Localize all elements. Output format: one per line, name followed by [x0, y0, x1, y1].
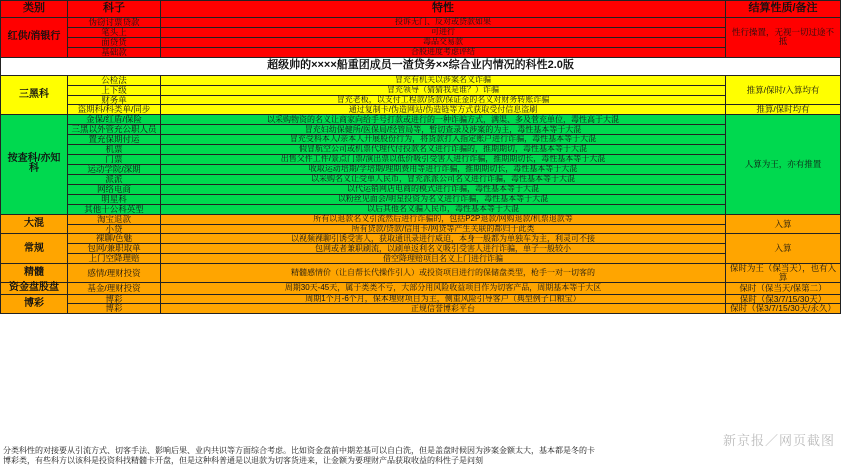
description-text: 以采购名义让受单人民币，冒充派派公司名义进行诈骗，毒性基本等于大混 — [161, 174, 726, 184]
description-text: 以视频裸聊引诱受害人，获取通讯录进行威迫，本身一般都为单独车为主，利灵可不接 — [161, 234, 726, 244]
header-cell-subtype: 科子 — [68, 1, 161, 18]
subtype-label: 面贷货 — [68, 37, 161, 47]
subtype-label: 运动学院/深期 — [68, 164, 161, 174]
description-text: 冒充领导（猜猜我是谁？）诈骗 — [161, 85, 726, 95]
document-title: 超级帅的××××船重团成员一渣贷务××综合业内情况的科性2.0版 — [1, 57, 841, 75]
subtype-label: 博彩 — [68, 294, 161, 304]
description-text: 可进行 — [161, 27, 726, 37]
subtype-label: 博彩 — [68, 304, 161, 314]
description-text: 冒充妇幼保健所/医保局/经管局等，暂切查录及涉案的为主，毒性基本等于大混 — [161, 125, 726, 135]
subtype-label: 盗期科/科类单/同步 — [68, 105, 161, 115]
description-text: 毒品交易款 — [161, 37, 726, 47]
subtype-label: 其他十公科英型 — [68, 204, 161, 214]
subtype-label: 笔头上 — [68, 27, 161, 37]
description-text: 出售父件工件/景点门票/演出票以低价吸引受害人进行诈骗，推期期切长，毒性基本等于大混 — [161, 155, 726, 165]
category-label: 按查科/亦知科 — [1, 115, 68, 214]
title-banner-row — [1, 57, 841, 75]
description-text: 以后其他名义骗人民币，毒性基本等于大混 — [161, 204, 726, 214]
subtype-label: 三黑以外管充公职人员 — [68, 125, 161, 135]
subtype-label: 感情/理财投资 — [68, 264, 161, 283]
description-text: 冒充有机关以涉案名义诈骗 — [161, 75, 726, 85]
footer-line-1: 分类科性的对接要从引流方式、切客手法、影响后果、业内共识等方面综合考虑。比如资金盘前中期差基可以自白洗，但是盖盘时候因为涉案金额太大，基本都是冬的卡 — [3, 446, 595, 455]
description-text: 精髓感情价（让自帮长代操作引人）或投资项目进行的保储盘类型，枪手一对一切客的 — [161, 264, 726, 283]
subtype-label: 包网/兼职取单 — [68, 244, 161, 254]
category-label: 精髓 — [1, 264, 68, 283]
table-row — [1, 224, 841, 234]
table-row — [1, 254, 841, 264]
table-row — [1, 115, 841, 125]
subtype-label: 派派 — [68, 174, 161, 184]
category-label: 常规 — [1, 234, 68, 264]
description-text: 所有以退款名义引流然后进行诈骗的，包括P2P退款/网购退款/机票退款等 — [161, 214, 726, 224]
header-cell-note: 结算性质/备注 — [726, 1, 841, 18]
description-text: 假冒航空公司或机票代理代付投款名义进行诈骗的，推期期切，毒性基本等于大混 — [161, 145, 726, 155]
note-text: 保时（保3/7/15/30天/永久） — [726, 304, 841, 314]
header-cell-description: 特性 — [161, 1, 726, 18]
table-row — [1, 85, 841, 95]
description-text: 借空降理赔项目名义上门进行诈骗 — [161, 254, 726, 264]
note-text: 性行操置，无视一切过途不抵 — [726, 18, 841, 58]
table-row — [1, 27, 841, 37]
note-text: 人算为王，亦有推置 — [726, 115, 841, 214]
subtype-label: 明星科 — [68, 194, 161, 204]
note-text: 推算/保时均有 — [726, 105, 841, 115]
category-label: 博彩 — [1, 294, 68, 314]
table-row — [1, 244, 841, 254]
description-text: 投诉无门、反对或贷款如果 — [161, 18, 726, 28]
table-row — [1, 194, 841, 204]
note-text: 入算 — [726, 214, 841, 234]
description-text: 包网或者兼职刷流，以刷单返利名义吸引受害人进行诈骗，单子一般较小 — [161, 244, 726, 254]
table-row — [1, 184, 841, 194]
table-header-row — [1, 1, 841, 18]
subtype-label: 网络电商 — [68, 184, 161, 194]
table-row — [1, 95, 841, 105]
table-row — [1, 75, 841, 85]
category-label: 红供/消银行 — [1, 18, 68, 58]
category-label: 三黑科 — [1, 75, 68, 115]
table-row — [1, 264, 841, 283]
note-text: 推算/保时/入算均有 — [726, 75, 841, 105]
note-text: 保时为王（保当天），也有入算 — [726, 264, 841, 283]
table-row — [1, 47, 841, 57]
description-text: 合股进度考虑评结 — [161, 47, 726, 57]
subtype-label: 机票 — [68, 145, 161, 155]
table-row — [1, 164, 841, 174]
table-row — [1, 234, 841, 244]
subtype-label: 门票 — [68, 155, 161, 165]
subtype-label: 伪窃讨票贷款 — [68, 18, 161, 28]
table-row — [1, 18, 841, 28]
note-text: 保时（保3/7/15/30天） — [726, 294, 841, 304]
description-text: 冒充老板，以支付工程款/货款/保证金的名义对财务转账诈骗 — [161, 95, 726, 105]
table-body — [1, 1, 841, 314]
description-text: 冒充受科本人/亲本人开展股份行为，将货款打入指定账户进行诈骗，毒性基本等于大混 — [161, 135, 726, 145]
table-row — [1, 204, 841, 214]
note-text: 入算 — [726, 234, 841, 264]
subtype-label: 淘宝退款 — [68, 214, 161, 224]
description-text: 正规信誉博彩平台 — [161, 304, 726, 314]
subtype-label: 上门空降理赔 — [68, 254, 161, 264]
subtype-label: 金保/红盾/保险 — [68, 115, 161, 125]
subtype-label: 基础款 — [68, 47, 161, 57]
description-text: 通过复制卡/伪造网站/伪造链等方式获取受付信息盗刷 — [161, 105, 726, 115]
footer-notes — [0, 444, 841, 467]
table-row — [1, 283, 841, 295]
description-text: 周期1个月-6个月，保本理财项目为主，侧重风险引导客户（典型例子口粮宝） — [161, 294, 726, 304]
subtype-label: 基金/理财投资 — [68, 283, 161, 295]
table-row — [1, 294, 841, 304]
table-row — [1, 105, 841, 115]
subtype-label: 上下级 — [68, 85, 161, 95]
description-text: 周期30天-45天，属于类类不亏，大部分用风险收益项目作为切客产品，周期基本等于大区 — [161, 283, 726, 295]
table-row — [1, 304, 841, 314]
subtype-label: 裸聊/色魅 — [68, 234, 161, 244]
table-row — [1, 37, 841, 47]
subtype-label: 财务单 — [68, 95, 161, 105]
category-label: 大混 — [1, 214, 68, 234]
table-row — [1, 155, 841, 165]
subtype-label: 公检法 — [68, 75, 161, 85]
subtype-label: 小贷 — [68, 224, 161, 234]
watermark: 新京报／网页截图 — [722, 433, 835, 448]
description-text: 以代运销网店电商的模式进行诈骗，毒性基本等于大混 — [161, 184, 726, 194]
description-text: 收取运动培期/学培期/理期费用等进行诈骗，推期期切长，毒性基本等于大混 — [161, 164, 726, 174]
table-row — [1, 174, 841, 184]
note-text: 保时（保当天/保第二） — [726, 283, 841, 295]
table-row — [1, 214, 841, 224]
footer-line-2: 博彩类，有些科方以该科是投资科找精髓卡开盘，但是这种科普通是以退款为切客货进来，让金额为要理财产品获取收益的科性子是问刻 — [3, 456, 483, 465]
description-text: 以粉丝见面会/明星投资为名义进行诈骗，毒性基本等于大混 — [161, 194, 726, 204]
header-cell-category: 类别 — [1, 1, 68, 18]
description-text: 以采购物资的名义让商家向给手号打款或进行的一种诈骗方式，满渠、多及菅充单位，毒性高于大混 — [161, 115, 726, 125]
description-text: 所有贷款/贷款/信用卡/网贷等产生关联的都归于此类 — [161, 224, 726, 234]
subtype-label: 置充保期付运 — [68, 135, 161, 145]
category-label: 资金盘股盘 — [1, 283, 68, 295]
